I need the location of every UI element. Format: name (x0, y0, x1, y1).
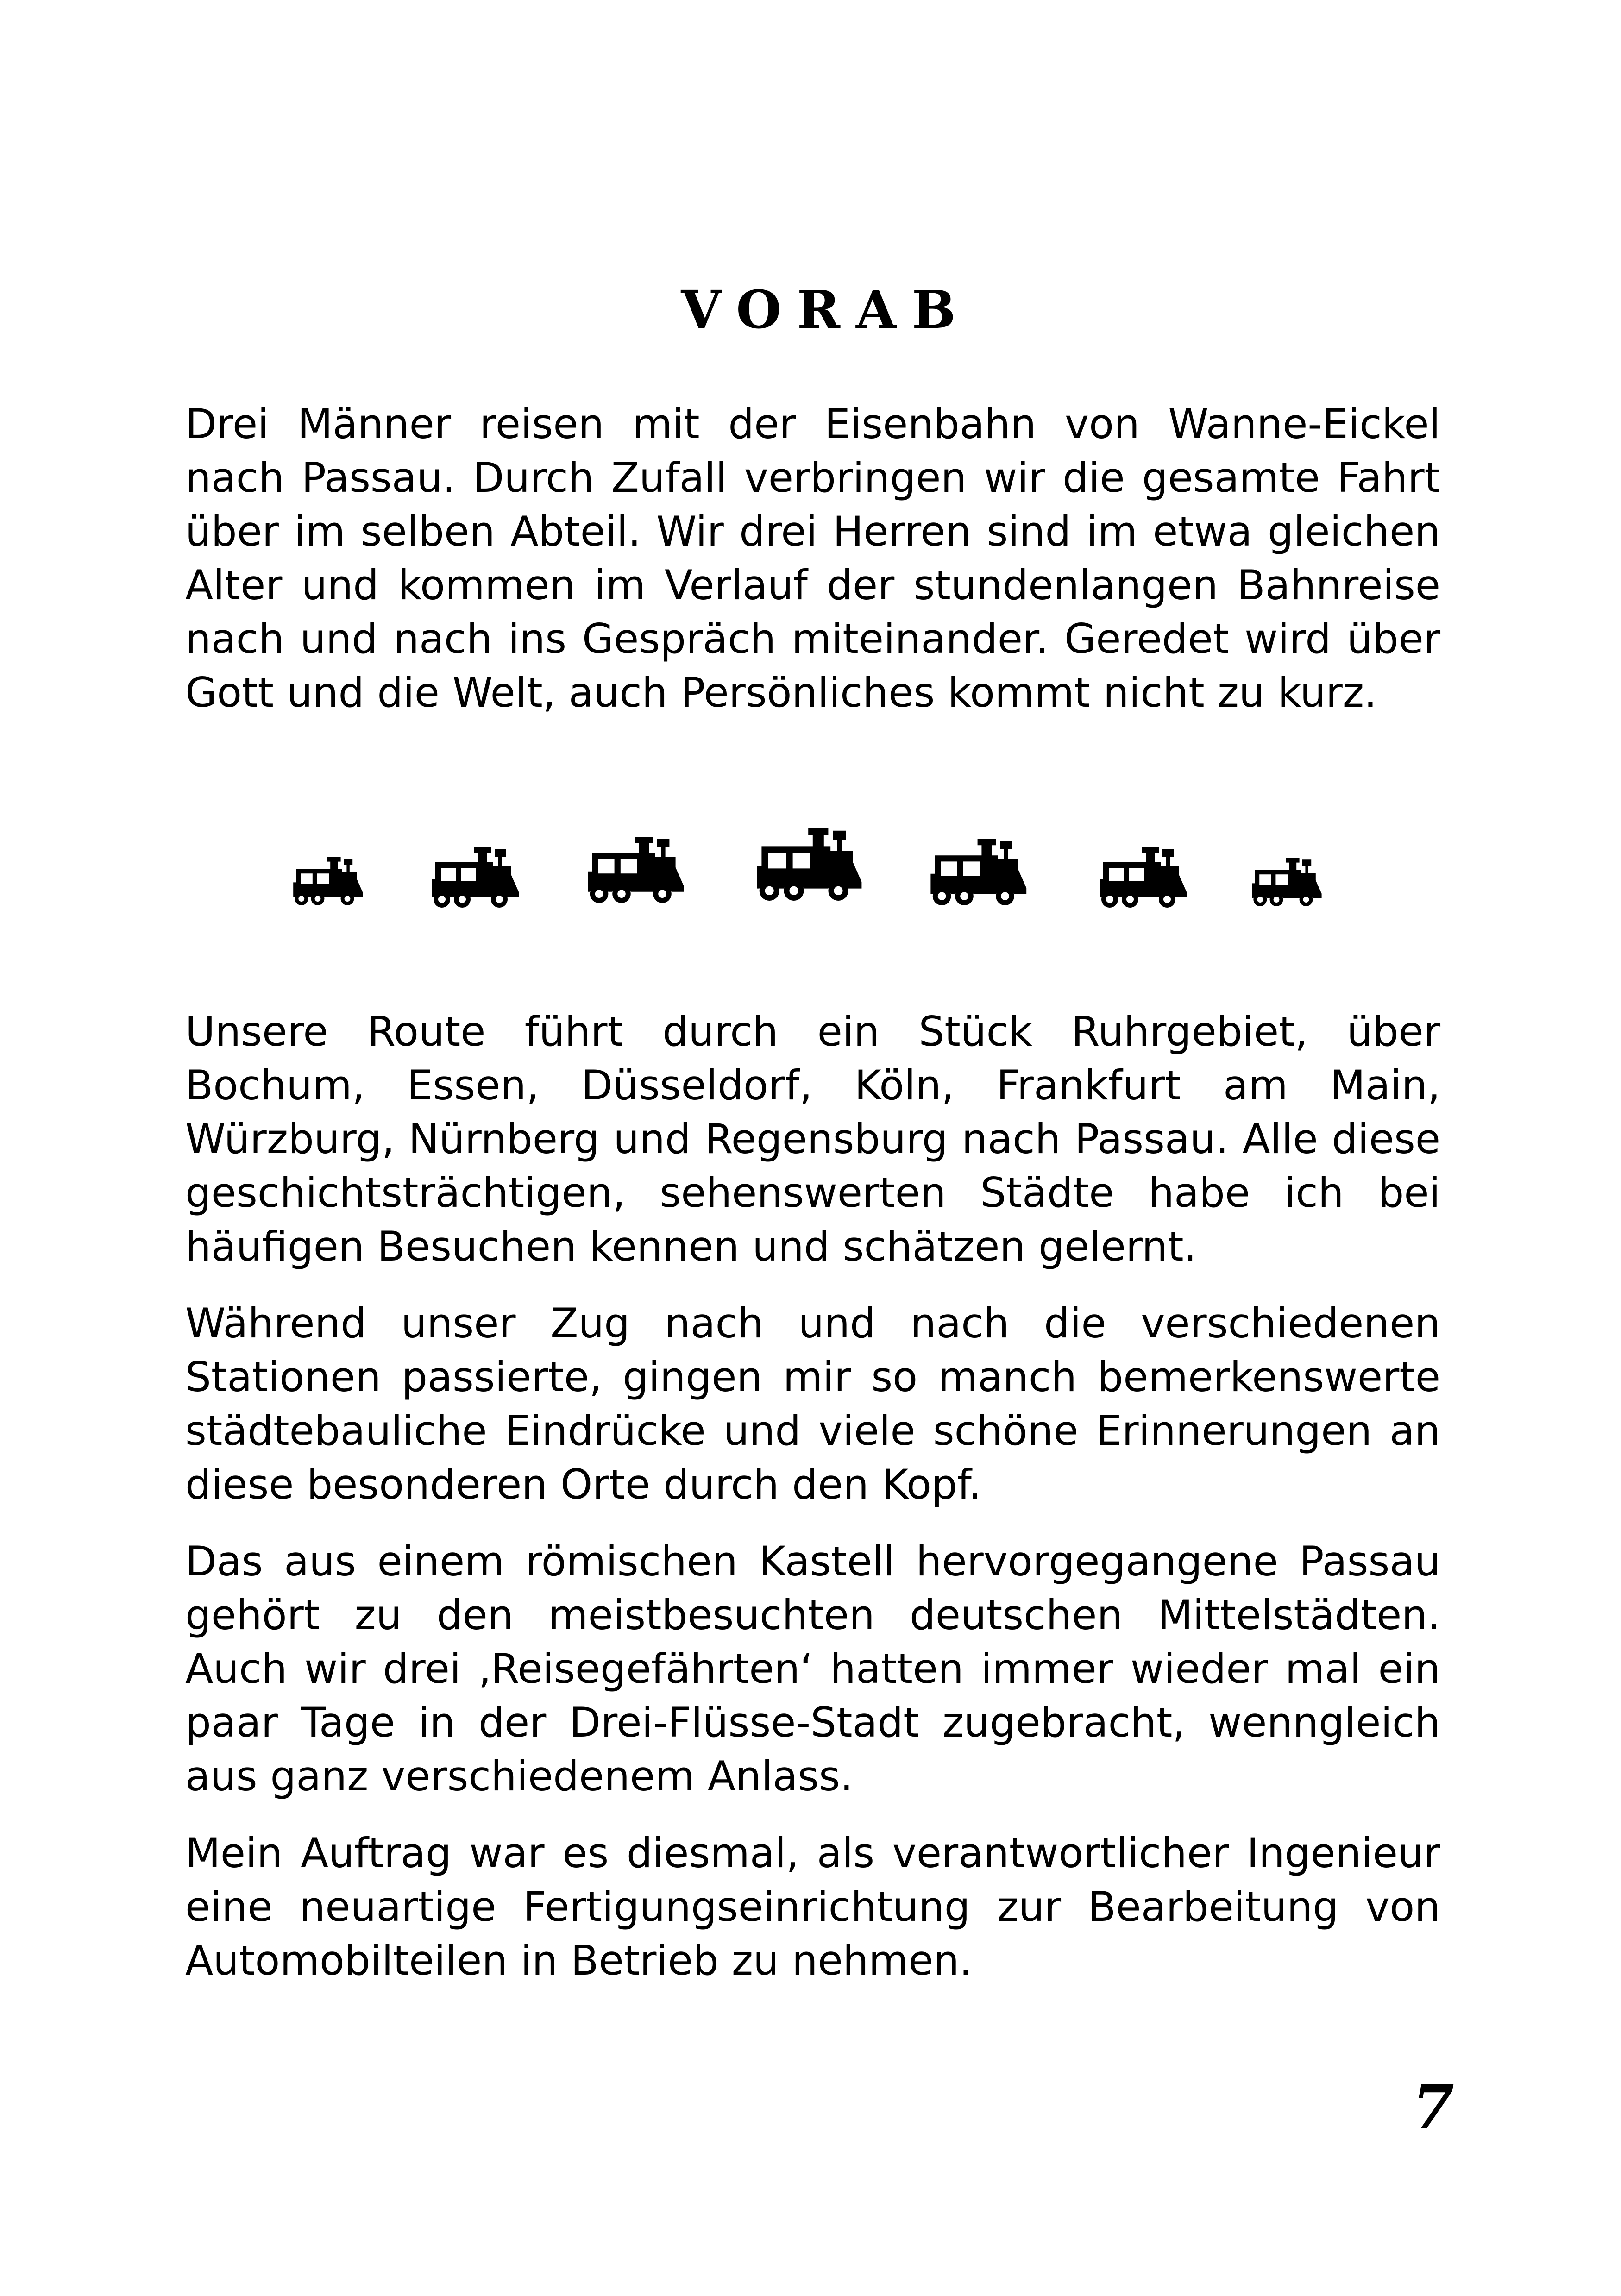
locomotive-icon (1250, 851, 1325, 910)
body-paragraph: Während unser Zug nach und nach die verschiedenen Stationen passierte, gingen mir so manch bemerkenswerte städtebauliche Eindrücke und viele schöne Erinnerungen an diese besonderen Orte durch den Kopf. (185, 1299, 1440, 1508)
intro-paragraph: Drei Männer reisen mit der Eisenbahn von Wanne-Eickel nach Passau. Durch Zufall verbringen wir die gesamte Fahrt über im selben Abteil. Wir drei Herren sind im etwa gleichen Alter und kommen im Verlauf der stundenlangen Bahnreise nach und nach ins Gespräch miteinander. Geredet wird über Gott und die Welt, auch Persönliches kommt nicht zu kurz. (185, 400, 1440, 716)
body-paragraph: Das aus einem römischen Kastell hervorgegangene Passau gehört zu den meistbesuchten deutschen Mittelstädten. Auch wir drei ‚Reisegefährten‘ hatten immer wieder mal ein paar Tage in der Drei-Flüsse-Stadt zugebracht, wenngleich aus ganz verschiedenem Anlass. (185, 1537, 1440, 1800)
page-number: 7 (1412, 2071, 1454, 2142)
body-paragraph: Unsere Route führt durch ein Stück Ruhrgebiet, über Bochum, Essen, Düsseldorf, Köln, Frankfurt am Main, Würzburg, Nürnberg und Regensburg nach Passau. Alle diese geschichtsträchtigen, sehenswerten Städte habe ich bei häufigen Besuchen kennen und schätzen gelernt. (185, 1008, 1440, 1270)
body-paragraph: Mein Auftrag war es diesmal, als verantwortlicher Ingenieur eine neuartige Fertigungseinrichtung zur Bearbeitung von Automobilteilen in Betrieb zu nehmen. (185, 1829, 1440, 1984)
intro-section (185, 397, 1440, 743)
locomotive-icon (755, 817, 866, 906)
main-section (185, 1005, 1440, 2011)
locomotive-icon (929, 829, 1030, 910)
locomotive-icon (292, 850, 366, 909)
locomotive-icon (1098, 838, 1190, 912)
train-ornament-row (0, 813, 1621, 933)
locomotive-icon (586, 827, 688, 908)
locomotive-icon (430, 838, 522, 912)
chapter-title: VORAB (681, 280, 972, 340)
